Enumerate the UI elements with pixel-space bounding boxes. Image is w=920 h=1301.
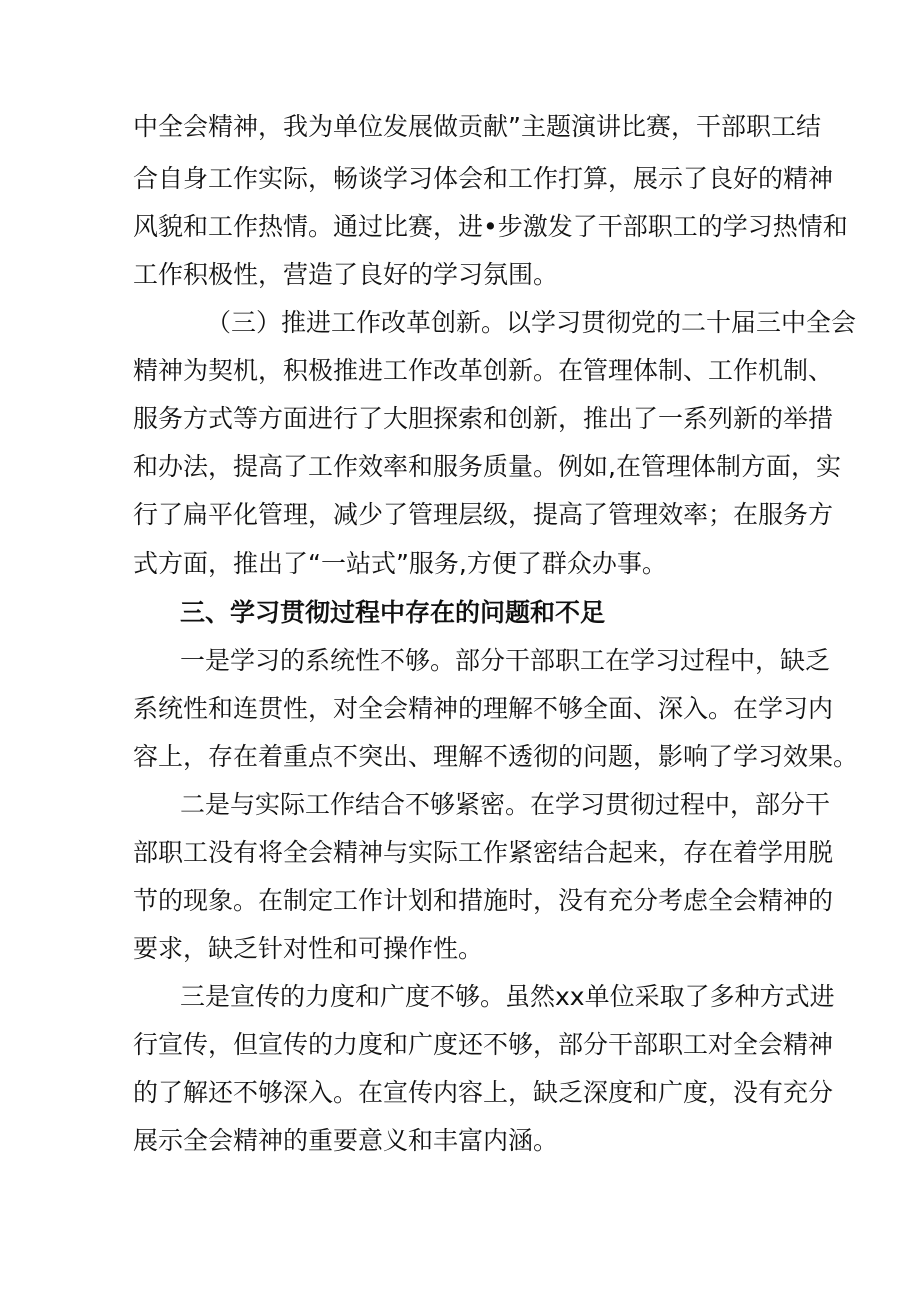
problem-three-line-4: 展示全会精神的重要意义和丰富内涵。 xyxy=(133,1126,559,1155)
problem-two-line-1: 二是与实际工作结合不够紧密。在学习贯彻过程中，部分干 xyxy=(180,790,831,819)
problem-two-line-3: 节的现象。在制定工作计划和措施时，没有充分考虑全会精神的 xyxy=(133,886,834,915)
problem-three-line-3: 的了解还不够深入。在宣传内容上，缺乏深度和广度，没有充分 xyxy=(133,1078,834,1107)
problem-two-line-4: 要求，缺乏针对性和可操作性。 xyxy=(133,934,484,963)
reform-line-4: 和办法，提高了工作效率和服务质量。例如,在管理体制方面，实 xyxy=(133,452,841,481)
contest-line-2: 合自身工作实际，畅谈学习体会和工作打算，展示了良好的精神 xyxy=(133,164,834,193)
reform-line-2: 精神为契机，积极推进工作改革创新。在管理体制、工作机制、 xyxy=(133,356,834,385)
section-heading: 三、学习贯彻过程中存在的问题和不足 xyxy=(180,598,606,627)
reform-line-3: 服务方式等方面进行了大胆探索和创新，推出了一系列新的举措 xyxy=(133,404,834,433)
reform-line-6: 式方面，推出了“一站式”服务,方便了群众办事。 xyxy=(133,549,667,578)
problem-two-line-2: 部职工没有将全会精神与实际工作紧密结合起来，存在着学用脱 xyxy=(133,838,834,867)
problem-one-line-2: 系统性和连贯性，对全会精神的理解不够全面、深入。在学习内 xyxy=(133,694,834,723)
contest-line-1: 中全会精神，我为单位发展做贡献”主题演讲比赛，干部职工结 xyxy=(133,112,821,141)
reform-line-5: 行了扁平化管理，减少了管理层级，提高了管理效率；在服务方 xyxy=(133,500,834,529)
contest-line-3: 风貌和工作热情。通过比赛，进•步激发了干部职工的学习热情和 xyxy=(133,212,848,241)
contest-line-4: 工作积极性，营造了良好的学习氛围。 xyxy=(133,260,559,289)
problem-three-line-1: 三是宣传的力度和广度不够。虽然xx单位采取了多种方式进 xyxy=(180,982,835,1011)
problem-one-line-3: 容上，存在着重点不突出、理解不透彻的问题，影响了学习效果。 xyxy=(133,742,859,771)
problem-three-line-2: 行宣传，但宣传的力度和广度还不够，部分干部职工对全会精神 xyxy=(133,1030,834,1059)
problem-one-line-1: 一是学习的系统性不够。部分干部职工在学习过程中，缺乏 xyxy=(180,646,831,675)
reform-line-1: （三）推进工作改革创新。以学习贯彻党的二十届三中全会 xyxy=(206,308,857,337)
